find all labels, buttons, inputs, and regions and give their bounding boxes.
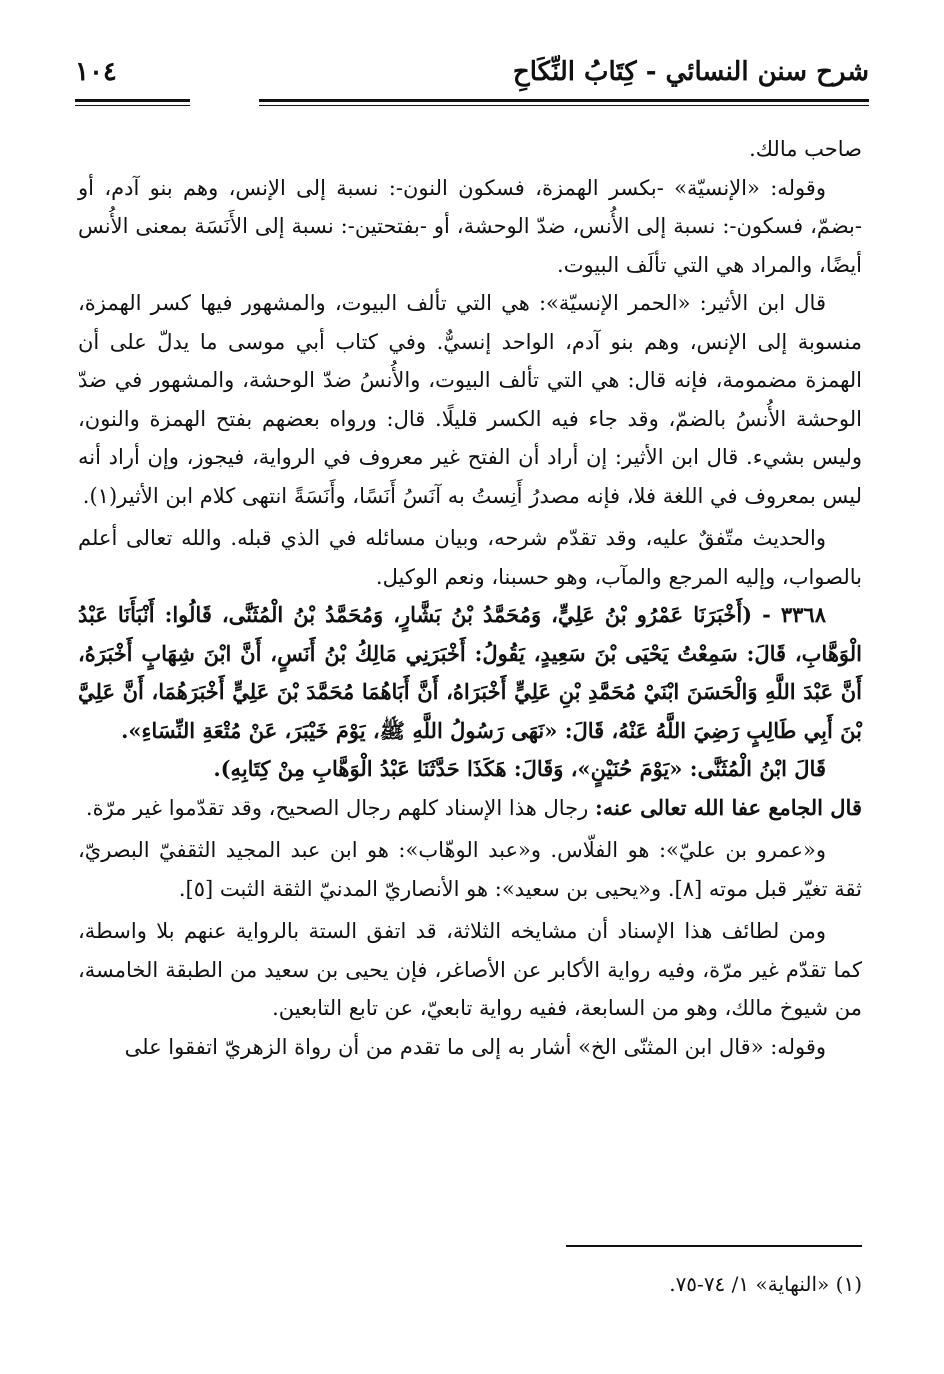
running-title: شرح سنن النسائي - كِتَابُ النِّكَاحِ: [512, 57, 869, 87]
paragraph: قال ابن الأثير: «الحمر الإنسيّة»: هي التي تألف البيوت، والمشهور فيها كسر الهمزة، منسوبة إلى الإنس، وهم بنو آدم، الواحد إنسيٌّ. وفي كتاب أبي موسى ما يدلّ على أن الهمزة مضمومة، فإنه قال: هي التي تألف البيوت، والأُنسُ ضدّ الوحشة، والمشهور في ضدّ الوحشة الأُنسُ بالضمّ، وقد جاء فيه الكسر قليلًا. قال: ورواه بعضهم بفتح الهمزة والنون، وليس بشيء. قال ابن الأثير: إن أراد أن الفتح غير معروف في الرواية، فيجوز، وإن أراد أنه ليس بمعروف في اللغة فلا، فإنه مصدرُ أَنِستُ به آنَسُ أَنَسًا، وأَنَسَةً انتهى كلام ابن الأثير(١).: [78, 291, 862, 508]
hadith-paragraph: قَالَ ابْنُ الْمُثَنَّى: «يَوْمَ حُنَيْنٍ»، وَقَالَ: هَكَذَا حَدَّثَنَا عَبْدُ الْوَهَّابِ مِنْ كِتَابِهِ).: [213, 756, 826, 781]
paragraph: صاحب مالك.: [749, 137, 862, 161]
body-text: [78, 130, 862, 1066]
footnote-rule: [566, 1245, 862, 1247]
page-header: [75, 55, 869, 115]
paragraph: ومن لطائف هذا الإسناد أن مشايخه الثلاثة، قد اتفق الستة بالرواية عنهم بلا واسطة، كما تقدّم غير مرّة، وفيه رواية الأكابر عن الأصاغر، فإن يحيى بن سعيد من الطبقة الخامسة، من شيوخ مالك، وهو من السابعة، ففيه رواية تابعيّ، عن تابع التابعين.: [78, 919, 862, 1020]
paragraph: وقوله: «قال ابن المثنّى الخ» أشار به إلى ما تقدم من أن رواة الزهريّ اتفقوا على: [124, 1034, 826, 1059]
header-rule-right: [259, 99, 869, 106]
paragraph-lead: قال الجامع عفا الله تعالى عنه:: [594, 794, 862, 820]
header-rule-left: [75, 99, 190, 106]
hadith-paragraph: ٣٣٦٨ - (أَخْبَرَنَا عَمْرُو بْنُ عَلِيٍّ، وَمُحَمَّدُ بْنُ بَشَّارٍ، وَمُحَمَّدُ بْنُ الْمُثَنَّى، قَالُوا: أَنْبَأَنَا عَبْدُ الْوَهَّابِ، قَالَ: سَمِعْتُ يَحْيَى بْنَ سَعِيدٍ، يَقُولُ: أَخْبَرَنِي مَالِكُ بْنُ أَنَسٍ، أَنَّ ابْنَ شِهَابٍ أَخْبَرَهُ، أَنَّ عَبْدَ اللَّهِ وَالْحَسَنَ ابْنَيْ مُحَمَّدِ بْنِ عَلِيٍّ أَخْبَرَاهُ، أَنَّ أَبَاهُمَا مُحَمَّدَ بْنَ عَلِيٍّ أَخْبَرَهُمَا، أَنَّ عَلِيَّ بْنَ أَبِي طَالِبٍ رَضِيَ اللَّهُ عَنْهُ، قَالَ: «نَهَى رَسُولُ اللَّهِ ﷺ، يَوْمَ خَيْبَرَ، عَنْ مُتْعَةِ النِّسَاءِ».: [78, 602, 862, 743]
footnote: (١) «النهاية» ١/ ٧٤-٧٥.: [669, 1272, 862, 1296]
page-number: ١٠٤: [75, 57, 117, 87]
paragraph: و«عمرو بن عليّ»: هو الفلّاس. و«عبد الوهّاب»: هو ابن عبد المجيد الثقفيّ البصريّ، ثقة تغيّر قبل موته [٨]. و«يحيى بن سعيد»: هو الأنصاريّ المدنيّ الثقة الثبت [٥].: [78, 838, 862, 901]
paragraph: والحديث متّفقٌ عليه، وقد تقدّم شرحه، وبيان مسائله في الذي قبله. والله تعالى أعلم بالصواب، وإليه المرجع والمآب، وهو حسبنا، ونعم الوكيل.: [78, 526, 862, 589]
paragraph: [78, 789, 862, 828]
paragraph-text: رجال هذا الإسناد كلهم رجال الصحيح، وقد تقدّموا غير مرّة.: [85, 795, 595, 820]
paragraph: وقوله: «الإنسيّة» -بكسر الهمزة، فسكون النون-: نسبة إلى الإنس، وهم بنو آدم، أو -بضمّ، فسكون-: نسبة إلى الأُنس، ضدّ الوحشة، أو -بفتحتين-: نسبة إلى الأَنَسَة بمعنى الأُنس أيضًا، والمراد هي التي تألَف البيوت.: [78, 175, 862, 277]
